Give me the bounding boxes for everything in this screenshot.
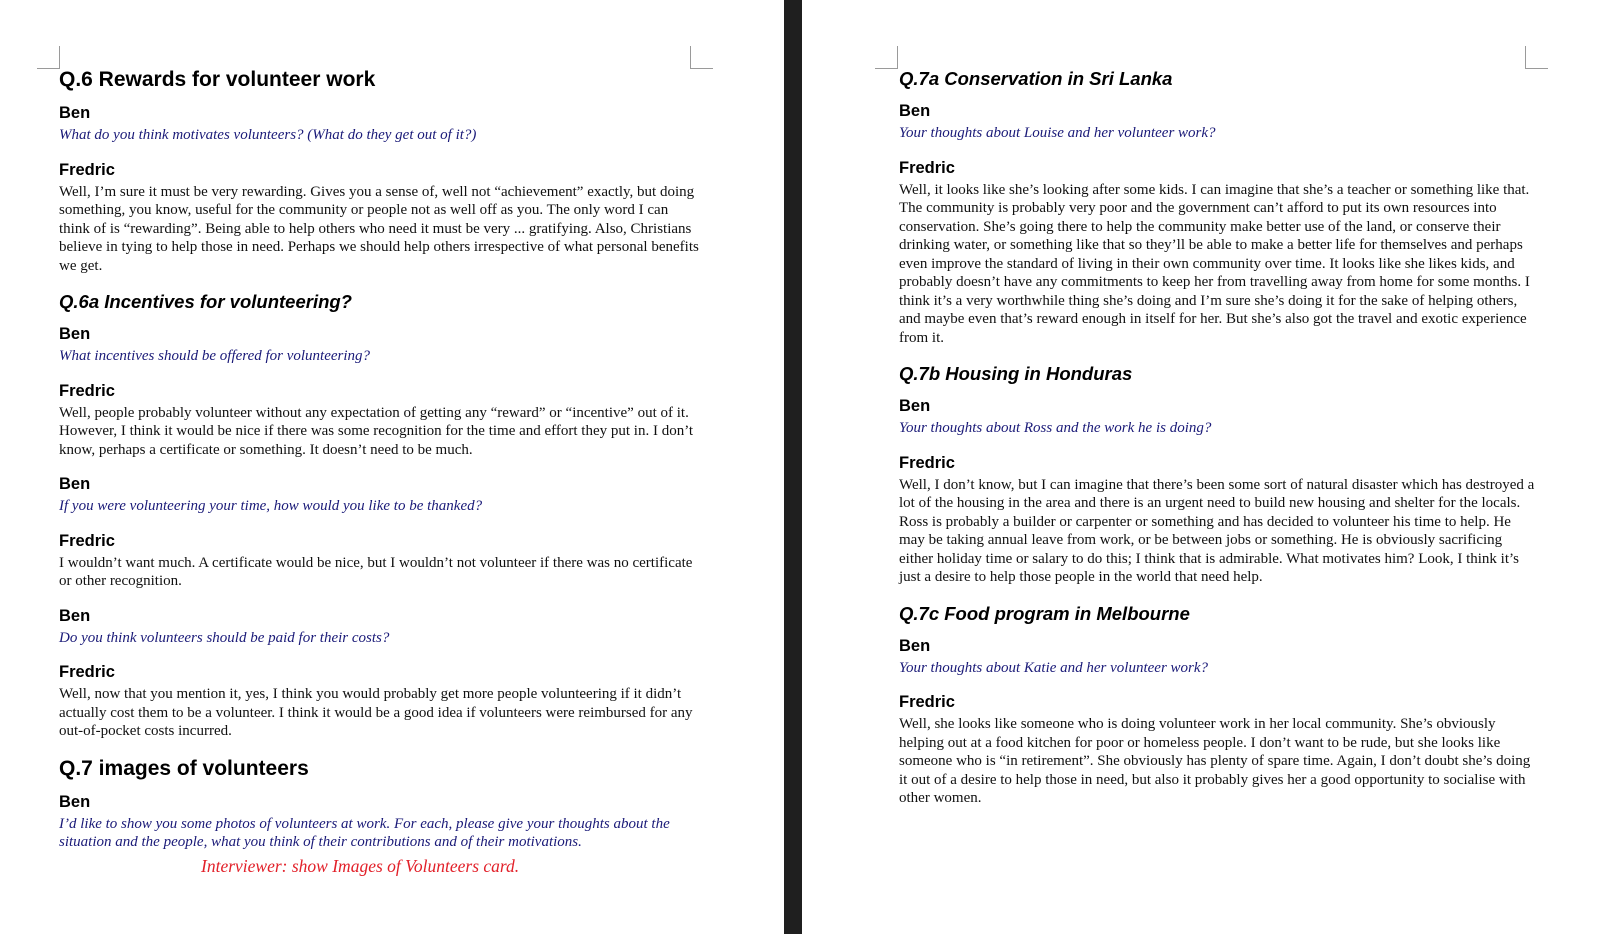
- speaker-fredric: Fredric: [59, 531, 115, 550]
- speaker-fredric: Fredric: [59, 663, 115, 681]
- interviewer-question: Do you think volunteers should be paid for their costs?: [59, 629, 390, 646]
- speaker-fredric: Fredric: [899, 453, 955, 472]
- speaker-ben: Ben: [59, 325, 91, 343]
- respondent-answer: Well, she looks like someone who is doing volunteer work in her local community. She’s obviously helping out at a food kitchen for poor or homeless people. I don’t want to be rude, but she looks like someone who is “in retirement”. She obviously has plenty of spare time. Again, I don’t doubt she’s doing it out of a desire to help those in need, but also it probably gives her a good opportunity to socialise with other women.: [899, 716, 1531, 806]
- speaker-fredric: Fredric: [59, 381, 115, 400]
- section-title-q7c: Q.7c Food program in Melbourne: [899, 602, 1190, 624]
- crop-mark-top-left: [37, 46, 60, 69]
- speaker-ben: Ben: [899, 397, 931, 415]
- respondent-answer: I wouldn’t want much. A certificate would be nice, but I wouldn’t not volunteer if there was no certificate or other recognition.: [59, 554, 693, 589]
- speaker-ben: Ben: [899, 102, 931, 120]
- respondent-answer: Well, people probably volunteer without any expectation of getting any “reward” or “incentive” out of it. However, I think it would be nice if there was some recognition for the time and effort they put in. I don’t know, perhaps a certificate or something. It doesn’t need to be much.: [59, 404, 694, 458]
- speaker-fredric: Fredric: [899, 158, 955, 177]
- interviewer-question: If you were volunteering your time, how would you like to be thanked?: [59, 498, 483, 514]
- speaker-ben: Ben: [59, 606, 91, 625]
- interviewer-question: What incentives should be offered for volunteering?: [59, 348, 371, 364]
- interviewer-instruction: Interviewer: show Images of Volunteers card.: [201, 855, 520, 876]
- section-title-q7a: Q.7a Conservation in Sri Lanka: [899, 68, 1173, 89]
- document-page-right: [802, 0, 1600, 934]
- interviewer-question: Your thoughts about Ross and the work he is doing?: [899, 420, 1212, 436]
- respondent-answer: Well, I’m sure it must be very rewarding. Gives you a sense of, well not “achievement” exactly, but doing something, you know, useful for the community or people not as well off as you. The only word I can think of is “rewarding”. Being able to help others who need it must be very ... gratifying. Also, Christians believe in tying to help those in need. Perhaps we should help others irrespective of what personal benefits we get.: [59, 183, 699, 274]
- speaker-fredric: Fredric: [899, 693, 955, 711]
- speaker-ben: Ben: [899, 636, 931, 655]
- speaker-fredric: Fredric: [59, 160, 115, 179]
- interviewer-question: Your thoughts about Katie and her volunteer work?: [899, 659, 1209, 676]
- speaker-ben: Ben: [59, 475, 91, 493]
- interviewer-question: I’d like to show you some photos of volunteers at work. For each, please give your thoughts about the situation and the people, what you think of their contributions and of their motivations.: [59, 815, 670, 850]
- interviewer-question: Your thoughts about Louise and her volunteer work?: [899, 125, 1216, 141]
- respondent-answer: Well, I don’t know, but I can imagine that there’s been some sort of natural disaster which has destroyed a lot of the housing in the area and there is an urgent need to build new housing and shelter for the locals. Ross is probably a builder or carpenter or something and has decided to volunteer his time to help. He may be taking annual leave from work, or be between jobs or something. He is obviously sacrificing either holiday time or salary to do this; I think that is admirable. What motivates him? Look, I think it’s just a desire to help those people in the world that need help.: [899, 476, 1535, 585]
- page-content: [59, 64, 699, 877]
- respondent-answer: Well, it looks like she’s looking after some kids. I can imagine that she’s a teacher or something like that. The community is probably very poor and the government can’t afford to put its own resources into conservation. She’s going there to help the community make better use of the land, or conserve their drinking water, or something like that so they’ll be able to make a better life for themselves and perhaps even improve the standard of living in their own community over time. It looks like she likes kids, and probably doesn’t have any commitments to keep her from travelling away from home for some months. I think it’s a very worthwhile thing she’s doing and I’m sure she’s doing it for the sake of helping others, and maybe even that’s reward enough in itself for her. But she’s also got the travel and exotic experience from it.: [899, 181, 1530, 346]
- section-title-q6a: Q.6a Incentives for volunteering?: [59, 291, 352, 312]
- interviewer-question: What do you think motivates volunteers? (What do they get out of it?): [59, 127, 477, 143]
- speaker-ben: Ben: [59, 104, 91, 122]
- respondent-answer: Well, now that you mention it, yes, I think you would probably get more people volunteering if it didn’t actually cost them to be a volunteer. I think it would be a good idea if volunteers were reimbursed for any out-of-pocket costs incurred.: [59, 686, 693, 739]
- section-title-q6: Q.6 Rewards for volunteer work: [59, 68, 376, 91]
- section-title-q7b: Q.7b Housing in Honduras: [899, 363, 1133, 384]
- crop-mark-top-left: [875, 46, 898, 69]
- speaker-ben: Ben: [59, 792, 91, 811]
- page-divider: [784, 0, 802, 934]
- page-content: [899, 64, 1539, 824]
- document-page-left: [0, 0, 784, 934]
- section-title-q7: Q.7 images of volunteers: [59, 756, 309, 780]
